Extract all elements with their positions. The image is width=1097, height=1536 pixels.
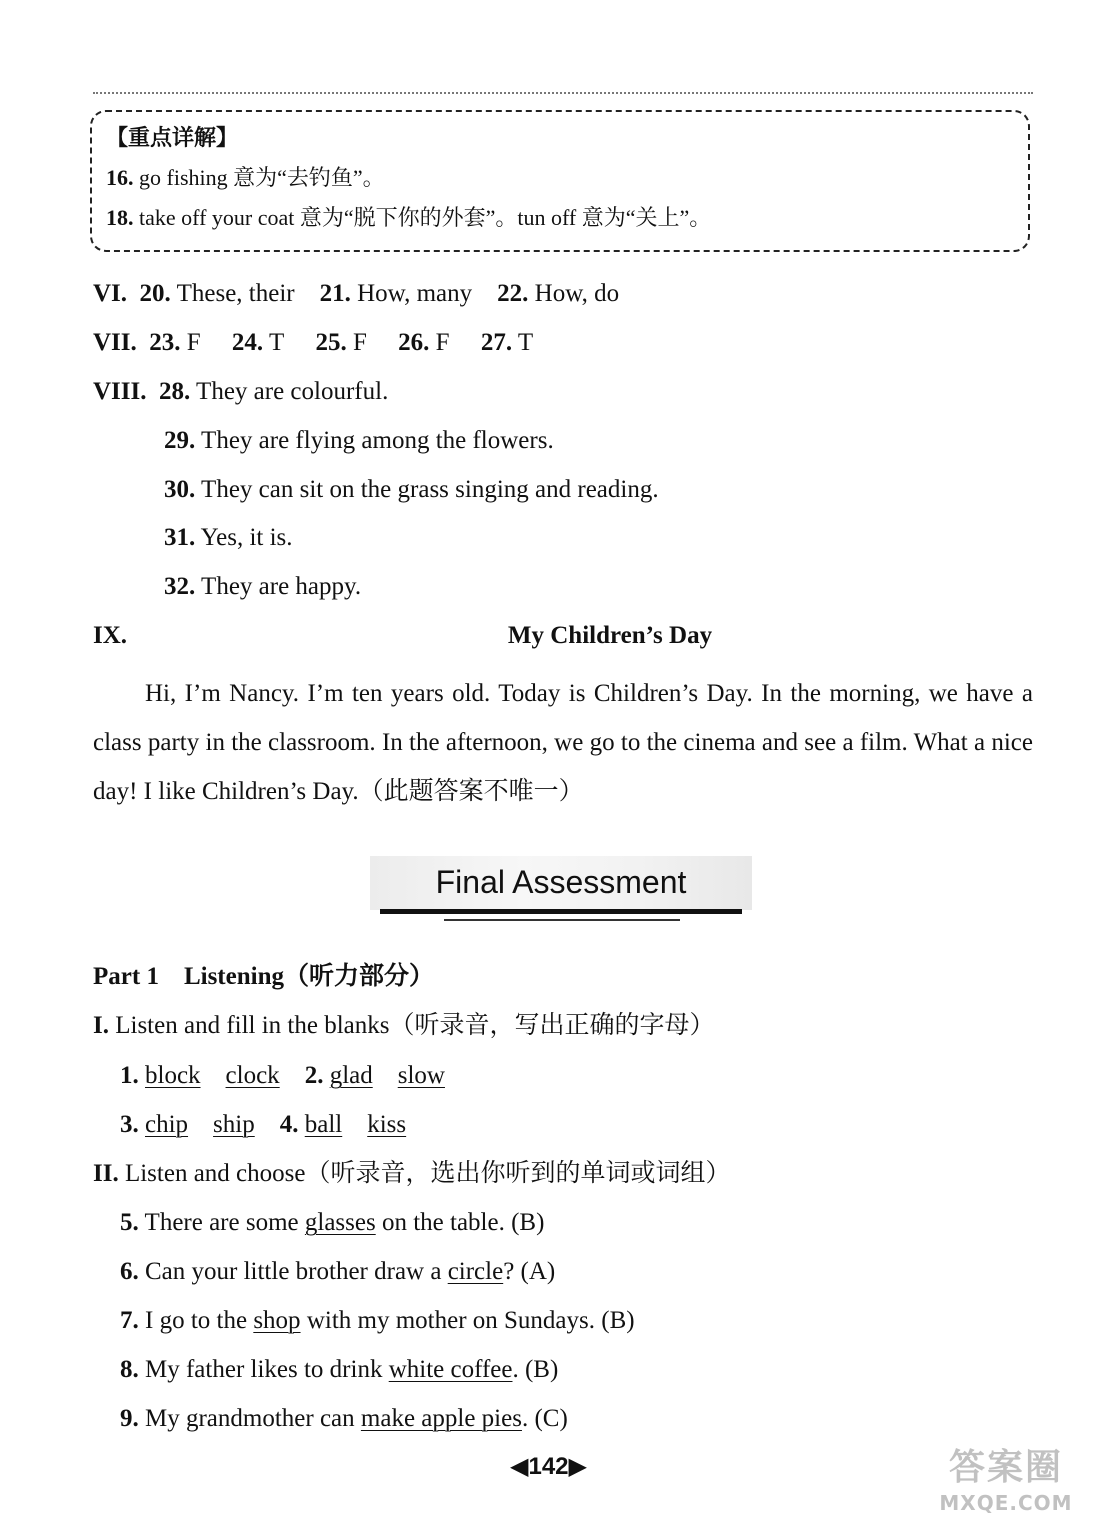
section-viii-line: VIII. 28. They are colourful. (93, 378, 389, 405)
answer-line: 30. They can sit on the grass singing and reading. (164, 476, 659, 503)
answer-line: 29. They are flying among the flowers. (164, 427, 554, 454)
choice-item: 5. There are some glasses on the table. (B) (120, 1209, 545, 1236)
banner-underline-thin (444, 919, 680, 921)
top-dotted-rule (93, 92, 1033, 94)
answer-line: 31. Yes, it is. (164, 524, 293, 551)
section-roman: VII. (93, 329, 137, 356)
section-roman: VI. (93, 280, 128, 307)
banner-title: Final Assessment (435, 864, 687, 900)
part-heading: Part 1 Listening（听力部分） (93, 963, 434, 990)
section-roman: VIII. (93, 378, 147, 405)
banner-underline (380, 909, 742, 914)
choice-item: 8. My father likes to drink white coffee. (B) (120, 1356, 559, 1383)
section-vi-line: VI. 20. These, their 21. How, many 22. How, do (93, 280, 620, 307)
key-points-heading: 【重点详解】 (106, 125, 239, 150)
choice-item: 6. Can your little brother draw a circle? (A) (120, 1258, 556, 1285)
final-assessment-banner (370, 856, 752, 910)
fill-blank-row: 3. chip ship 4. ball kiss (120, 1111, 407, 1138)
section-i-instruction: I. Listen and fill in the blanks（听录音，写出正确的字母） (93, 1012, 715, 1039)
answer-line: 32. They are happy. (164, 573, 362, 600)
choice-item: 9. My grandmother can make apple pies. (C) (120, 1405, 568, 1432)
fill-blank-row: 1. block clock 2. glad slow (120, 1062, 445, 1089)
section-vii-line: VII. 23. F 24. T 25. F 26. F 27. T (93, 329, 534, 356)
choice-item: 7. I go to the shop with my mother on Sundays. (B) (120, 1307, 635, 1334)
section-roman: IX. (93, 622, 128, 649)
key-point-item: 16. go fishing 意为“去钓鱼”。 (106, 165, 385, 190)
section-ii-instruction: II. Listen and choose（听录音，选出你听到的单词或词组） (93, 1160, 731, 1187)
composition-title: My Children’s Day (507, 622, 713, 649)
composition-paragraph: Hi, I’m Nancy. I’m ten years old. Today is Children’s Day. In the morning, we have a class party in the classroom. In the afternoon, we go to the cinema and see a film. What a nice day! I like Children’s Day.（此题答案不唯一） (93, 680, 1033, 805)
key-point-item: 18. take off your coat 意为“脱下你的外套”。tun off 意为“关上”。 (106, 205, 712, 230)
watermark-logo: 答案圈 MXQE.COM (939, 1447, 1073, 1515)
page-number: ◀142▶ (510, 1453, 587, 1480)
